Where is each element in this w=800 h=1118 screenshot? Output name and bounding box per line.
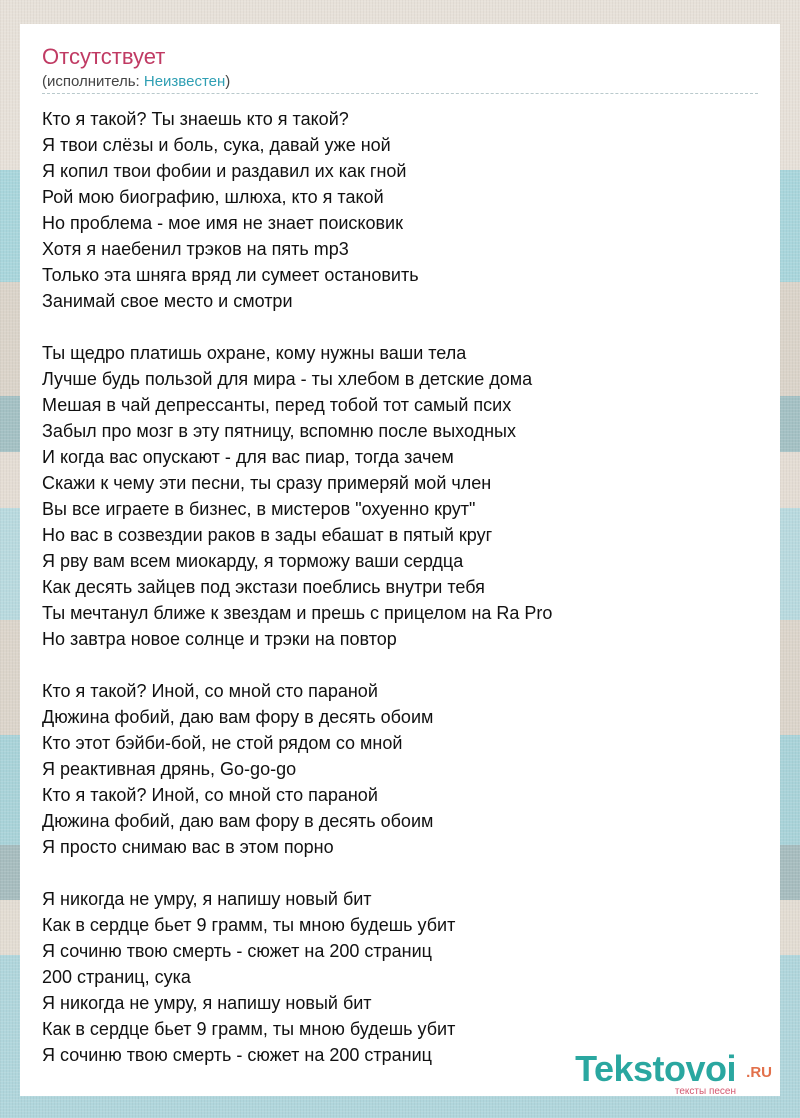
lyrics-stanza: [42, 678, 758, 860]
artist-suffix: ): [225, 73, 231, 90]
lyric-line: Дюжина фобий, даю вам фору в десять обоим: [42, 811, 434, 831]
lyric-line: Хотя я наебенил трэков на пять mp3: [42, 239, 349, 259]
lyric-line: Как в сердце бьет 9 грамм, ты мною будешь убит: [42, 1019, 456, 1039]
lyric-line: Забыл про мозг в эту пятницу, вспомню после выходных: [42, 421, 516, 441]
lyric-line: Мешая в чай депрессанты, перед тобой тот самый псих: [42, 395, 512, 415]
lyric-line: 200 страниц, сука: [42, 967, 191, 987]
lyric-line: Я просто снимаю вас в этом порно: [42, 837, 334, 857]
artist-link[interactable]: Неизвестен: [143, 73, 226, 90]
lyric-line: Лучше будь пользой для мира - ты хлебом в детские дома: [42, 369, 533, 389]
site-logo-domain: .RU: [746, 1064, 772, 1081]
lyric-line: Но вас в созвездии раков в зады ебашат в пятый круг: [42, 525, 493, 545]
site-logo-tagline: тексты песен: [674, 1086, 736, 1097]
artist-prefix: (исполнитель:: [42, 73, 144, 90]
lyrics-body: [42, 106, 758, 1094]
lyric-line: Я сочиню твою смерть - сюжет на 200 страниц: [42, 941, 432, 961]
lyric-line: Кто я такой? Иной, со мной сто параной: [42, 785, 378, 805]
site-logo[interactable]: [562, 1050, 772, 1100]
song-title: Отсутствует: [42, 44, 166, 69]
lyric-line: Дюжина фобий, даю вам фору в десять обоим: [42, 707, 434, 727]
lyric-line: Кто я такой? Ты знаешь кто я такой?: [42, 109, 349, 129]
lyrics-stanza: [42, 340, 758, 652]
lyric-line: Скажи к чему эти песни, ты сразу примеряй мой член: [42, 473, 492, 493]
lyric-line: Ты щедро платишь охране, кому нужны ваши тела: [42, 343, 467, 363]
lyric-line: Как десять зайцев под экстази поеблись внутри тебя: [42, 577, 485, 597]
lyric-line: Рой мою биографию, шлюха, кто я такой: [42, 187, 384, 207]
lyric-line: Как в сердце бьет 9 грамм, ты мною будешь убит: [42, 915, 456, 935]
site-logo-name: Tekstovoi: [575, 1048, 736, 1089]
lyric-line: Но завтра новое солнце и трэки на повтор: [42, 629, 397, 649]
lyrics-sheet: [20, 24, 780, 1096]
lyric-line: Я сочиню твою смерть - сюжет на 200 страниц: [42, 1045, 432, 1065]
title-divider: [42, 93, 758, 94]
lyric-line: Ты мечтанул ближе к звездам и прешь с прицелом на Ra Pro: [42, 603, 553, 623]
artist-line: [42, 73, 230, 91]
lyric-line: Я никогда не умру, я напишу новый бит: [42, 993, 372, 1013]
lyric-line: Я никогда не умру, я напишу новый бит: [42, 889, 372, 909]
lyric-line: Я копил твои фобии и раздавил их как гной: [42, 161, 407, 181]
lyric-line: Я рву вам всем миокарду, я торможу ваши сердца: [42, 551, 464, 571]
lyric-line: И когда вас опускают - для вас пиар, тогда зачем: [42, 447, 454, 467]
lyric-line: Вы все играете в бизнес, в мистеров "охуенно крут": [42, 499, 476, 519]
lyrics-stanza: [42, 106, 758, 314]
lyric-line: Только эта шняга вряд ли сумеет остановить: [42, 265, 419, 285]
lyric-line: Кто я такой? Иной, со мной сто параной: [42, 681, 378, 701]
lyrics-stanza: [42, 886, 758, 1068]
lyric-line: Я твои слёзы и боль, сука, давай уже ной: [42, 135, 391, 155]
lyric-line: Кто этот бэйби-бой, не стой рядом со мной: [42, 733, 403, 753]
lyric-line: Занимай свое место и смотри: [42, 291, 293, 311]
lyric-line: Но проблема - мое имя не знает поисковик: [42, 213, 403, 233]
lyric-line: Я реактивная дрянь, Go-go-go: [42, 759, 297, 779]
